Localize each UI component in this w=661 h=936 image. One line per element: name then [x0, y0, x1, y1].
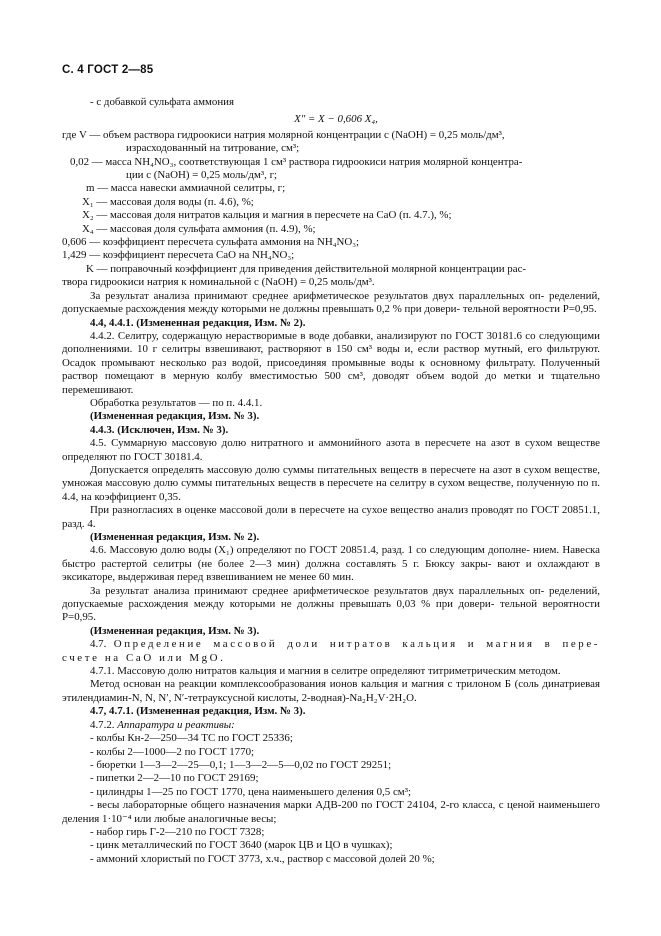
paragraph: При разногласиях в оценке массовой доли в пересчете на сухое вещество анализ проводят по ГОСТ 20851.1, разд. 4.	[62, 504, 600, 530]
section-title: Определение массовой доли нитратов кальция и магния в пере- счете на CaO или MgO.	[62, 638, 601, 664]
list-item: - набор гирь Г-2—210 по ГОСТ 7328;	[90, 825, 265, 838]
formula: X″ = X − 0,606 X₄,	[294, 113, 378, 126]
definition-line: m — масса навески аммиачной селитры, г;	[86, 182, 286, 195]
section-heading	[62, 638, 600, 665]
definition-continuation: твора гидроокиси натрия к номинальной c (NaOH) = 0,25 моль/дм³.	[62, 276, 375, 289]
definition-line: 1,429 — коэффициент пересчета CaO на NH₄NO₃;	[62, 249, 295, 262]
definition-line: X₄ — массовая доля сульфата аммония (п. 4.9), %;	[82, 222, 316, 235]
paragraph: За результат анализа принимают среднее арифметическое результатов двух параллельных оп- ределений, допускаемые расхождения между которыми не должны превышать 0,03 % при довери- тельной вероятности P=0,95.	[62, 584, 600, 624]
document-body	[62, 96, 600, 866]
page-header: С. 4 ГОСТ 2—85	[62, 64, 154, 76]
definition-line: 0,02 — масса NH₄NO₃, соответствующая 1 см³ раствора гидроокиси натрия молярной концентра-	[70, 155, 523, 168]
list-item: - аммоний хлористый по ГОСТ 3773, х.ч., раствор с массовой долей 20 %;	[90, 852, 435, 865]
subsection-title: Аппаратура и реактивы:	[117, 718, 235, 731]
definition-continuation: ции c (NaOH) = 0,25 моль/дм³, г;	[126, 169, 278, 182]
definition-line: X₂ — массовая доля нитратов кальция и магния в пересчете на CaO (п. 4.7.), %;	[82, 209, 452, 222]
paragraph: 4.7.1. Массовую долю нитратов кальция и магния в селитре определяют титриметрическим методом.	[90, 665, 561, 678]
definition-line: где V — объем раствора гидроокиси натрия молярной концентрации c (NaOH) = 0,25 моль/дм³,	[62, 128, 505, 141]
paragraph: 4.4.2. Селитру, содержащую нерастворимые в воде добавки, анализируют по ГОСТ 30181.6 со следующими дополнениями. 10 г селитры взвешивают, растворяют в 150 см³ воды и, если раствор мутный, его фильтруют. Осадок промывают несколько раз водой, присоединяя промывные воды к основному фильтрату. Полученный раствор помещают в мерную колбу вместимостью 500 см³, доводят объем водой до метки и тщательно перемешивают.	[62, 329, 600, 396]
list-item: - цилиндры 1—25 по ГОСТ 1770, цена наименьшего деления 0,5 см³;	[90, 785, 411, 798]
paragraph: За результат анализа принимают среднее арифметическое результатов двух параллельных оп- ределений, допускаемые расхождения между которыми не должны превышать 0,2 % при довери- тельной вероятности P=0,95.	[62, 289, 600, 316]
paragraph: 4.6. Массовую долю воды (X₁) определяют по ГОСТ 20851.4, разд. 1 со следующим дополне- нием. Навеска быстро растертой селитры (не более 2—3 мин) должна составлять 5 г. Бюксу закры- вают и охлаждают в эксикаторе, выдерживая перед взвешиванием не менее 60 мин.	[62, 544, 600, 584]
definition-line: K — поправочный коэффициент для приведения действительной молярной концентрации рас-	[86, 262, 527, 275]
section-number: 4.7.	[90, 638, 114, 651]
paragraph: 4.5. Суммарную массовую долю нитратного и аммонийного азота в пересчете на азот в сухом веществе определяют по ГОСТ 30181.4.	[62, 437, 600, 463]
list-item: - весы лабораторные общего назначения марки АДВ-200 по ГОСТ 24104, 2-го класса, с ценой наименьшего деления 1·10⁻⁴ или любые аналогичные весы;	[62, 799, 600, 825]
amendment-note: (Измененная редакция, Изм. № 3).	[90, 624, 260, 637]
list-item: - пипетки 2—2—10 по ГОСТ 29169;	[90, 772, 259, 785]
amendment-note: (Измененная редакция, Изм. № 3).	[90, 410, 260, 423]
amendment-note: 4.4.3. (Исключен, Изм. № 3).	[90, 423, 229, 436]
list-item: - бюретки 1—3—2—25—0,1; 1—3—2—5—0,02 по ГОСТ 29251;	[90, 758, 392, 771]
definition-line: 0,606 — коэффициент пересчета сульфата аммония на NH₄NO₃;	[62, 236, 360, 249]
definition-line: X₁ — массовая доля воды (п. 4.6), %;	[82, 195, 254, 208]
list-item: - цинк металлический по ГОСТ 3640 (марок ЦВ и ЦО в чушках);	[90, 839, 393, 852]
definition-continuation: израсходованный на титрование, см³;	[126, 142, 300, 155]
list-item: - колбы 2—1000—2 по ГОСТ 1770;	[90, 745, 255, 758]
amendment-note: (Измененная редакция, Изм. № 2).	[90, 531, 260, 543]
text-line: - с добавкой сульфата аммония	[90, 96, 234, 108]
amendment-note: 4.7, 4.7.1. (Измененная редакция, Изм. № 3).	[90, 705, 306, 718]
amendment-note: 4.4, 4.4.1. (Измененная редакция, Изм. № 2).	[90, 316, 306, 329]
paragraph: Допускается определять массовую долю суммы питательных веществ в пересчете на азот в сухом веществе, умножая массовую долю суммы питательных веществ в пересчете на селитру в сухом веществе, полученную по п. 4.4, на коэффициент 0,35.	[62, 463, 600, 503]
subsection-heading	[62, 719, 600, 732]
paragraph: Метод основан на реакции комплексообразования ионов кальция и магния с трилоном Б (соль динатриевая этилендиамин-N, N, N′, N′-тетрауксусной кислоты, 2-водная)-Na₂H₂V·2H₂O.	[62, 678, 600, 704]
subsection-number: 4.7.2.	[90, 718, 118, 731]
paragraph: Обработка результатов — по п. 4.4.1.	[90, 396, 263, 409]
list-item: - колбы Кн-2—250—34 ТС по ГОСТ 25336;	[90, 732, 293, 745]
